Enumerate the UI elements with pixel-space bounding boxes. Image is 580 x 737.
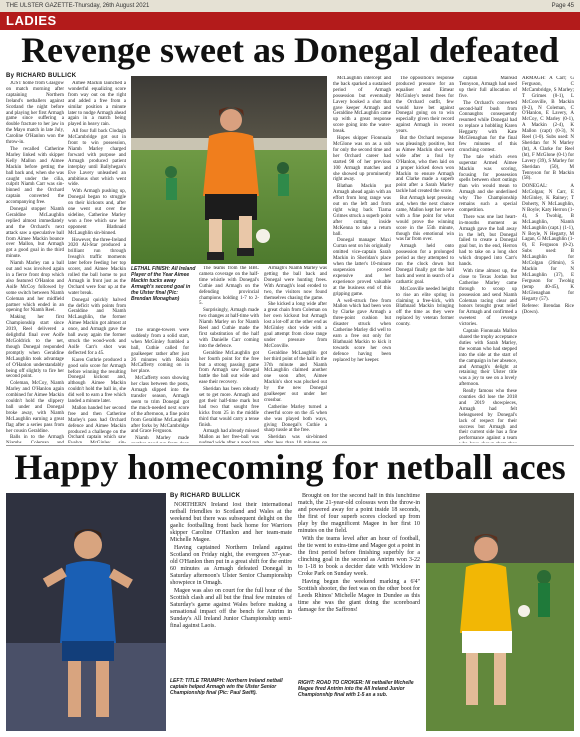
paragraph: The opposition's response produced pressure for an equaliser and Eimear McGinley's tested frees for the Orchard outfit, few would have bet against Donegal going on to win especially given their record against Armagh in recent years. — [396, 76, 454, 135]
antrim-photo-right — [426, 493, 574, 731]
article1-teams-column — [522, 76, 574, 443]
paragraph: Armagh had already missed Mallon as her free-ball was — [199, 429, 259, 441]
paragraph: Donegal manager Maxi Curran sent on his originally omitted vice-captain Sarah Mackin in Sheridan's place when the latter's 10-minute suspension proved expensive and her experience proved valuable at the business end of this gripping game. — [333, 238, 391, 297]
paragraph: However, the three-Ireland 2020 All-Star produced a brilliant run through Iveagh's traffic moments later before feeding her top scorer, and Aimee Mackin rolled the ball home to put Armagh in front just as the Orchard were four up at the water break. — [68, 237, 126, 296]
football-action-illustration — [131, 76, 327, 264]
paragraph: Donegal quickly halved the deficit with points from Geraldine and Niamh McLaughlin, the former Aimee Mackin got almost at once, and Armagh gave the ball away again the former struck the wood-work and Aoife Carr's shot was deflected for a 45. — [68, 297, 126, 356]
article1-col-3 — [131, 328, 189, 443]
article2-col-1 — [170, 502, 292, 642]
page-number: Page 45 — [551, 3, 574, 9]
paragraph: Karen Guthrie produced a good solo score for Armagh before winning the resulting Donegal kickout and, although Aimee Mackin couldn't hold the ball in, she did well to earn a free which landed a minute later. — [68, 357, 126, 405]
paragraph: Having begun the weekend marking a 6'4" Scottish shooter, the feet was on the other boot for Leeds Rhinos' Michelle Magee in Dundee as this time she was the giant doing the scoreboard damage for the Saffrons! — [298, 579, 420, 613]
paragraph: NORTHERN Ireland lost their international netball friendlies to Scotland and Wales at the weekend but there was subsequent delight on the gaelic footballing front back home for Warriors skipper Caroline O'Hanlon and her team-mate Michelle Magee. — [170, 502, 292, 543]
paragraph: The orange-towers were suddenly from a solid start, when McGinley fumbled a ball, Cuthie called for goalkeeper rather after just 26 minutes with Roisin McCafferty coming on in her place. — [131, 328, 189, 375]
paragraph: Niamh Marley ran a ball out and was involved again in a fierce front drop which also featured O'Hanlon and Aoife McCoy followed by some switch between Niamh Coleman and her midfield partner which ended in an opening for Niamh Reel. — [6, 261, 64, 314]
section-banner — [0, 12, 580, 30]
paragraph: JUST home from Glasgow on match morning after captaining Northern Ireland's netballers against Scotland the night before and playing her first Armagh game since suffering a double fracture to her jaw in the Mayo match in late July, Caroline O'Hanlon won the throw-in. — [6, 81, 64, 146]
article1-col-5 — [264, 266, 327, 443]
paragraph: McConville needed height to rise an elite spring in claiming a free-kick, with Blathnaid Mackin bringing off the time as they were replaced by veteran former county. — [396, 286, 454, 328]
paragraph: Armagh's Niamh Marley was getting the ball back and Donegal were hunting frees. With Armagh's lead eroded to two, the visitors now found themselves chasing the game. — [264, 266, 327, 301]
paragraph: The tale which even superstar Armed Aimee Mackin was scoring, focusing for possession spells between short outings than win would mean to Armagh and she underlined why The Championship remains such a special competition. — [459, 154, 517, 213]
article1-col-6 — [333, 76, 391, 443]
paragraph: The teams from the BBC camera coverage on the half-time whistle with Donegal's Cuthie and Armagh on the defending provincial champions holding 1-7 to 2-5. — [199, 266, 259, 307]
masthead-bar — [0, 0, 580, 12]
paragraph: Brought on for the second half in this lunchtime match, the 21-year-old colossus won the throw-in and powered away for a point inside 18 seconds, the first of four superb scores clocked up from play by the magnificent Magee in her first 10 minutes on the field. — [298, 493, 420, 534]
paragraph: Surprisingly, Armagh made two changes at half-time with Niamh Marley on for Niamh Reel and Cuthie made the first substitution of the half with Danielle Carr coming into the defence. — [199, 308, 259, 349]
main-photo-caption: LETHAL FINISH: All Ireland Player of the Year Aimee Mackin tucks away Armagh's second goal in the Ulster final (Pic: Brendan Monaghan) — [131, 266, 196, 302]
paragraph: Captain Fionnuala Mallon shared the trophy acceptance duties with Sarah Marley, the woman who had stepped into the side at the start of the campaign in her absence, and Armagh's delight at retaining their Ulster title was a joy to see on a lovely afternoon. — [459, 329, 517, 388]
article1-col-2 — [68, 81, 126, 443]
paragraph: Really famous who these counties did lose the 2018 and 2019 showpieces, Armagh had felt beleaguered by Donegal's lack of respect for their success but Armagh and their current side has a fine performance against a team — [459, 389, 517, 442]
section-divider — [6, 445, 574, 446]
article2-byline: By RICHARD BULLICK — [170, 493, 241, 499]
paragraph: With time almost up, the close to Texas Jordan but Catherine Marley came through to scoop up possession and send Niamh Coleman racing clear and honors brought great relief for Armagh and confirmed a sweetest of revenge victories. — [459, 269, 517, 328]
paragraph: Balls in to the Armagh — [10, 435, 64, 441]
main-photo — [131, 76, 327, 264]
masthead-title: THE ULSTER GAZETTE-Thursday, 26th August 2021 — [6, 3, 150, 9]
paragraph: The recalled Catherine Marley linked with skipper Kelly Mallon and Aimee Mackin before getting the ball back and, when she was caught under the cilia, culprit Niamh Carr was sin-binned and the Orchard captain converted the accompanying free. — [6, 146, 64, 206]
paragraph: Mallon handed her second free and then Catherine Marley's pass had Orchard defence and Aimee Mackin produced a challenge on the Orchard captain which saw — [68, 405, 126, 441]
paragraph: Coleman, McCoy, Niamh Marley and O'Hanlon again combined for Aimee Mackin couldn't hold the slippery ball under and Donegal broke away, with Niamh McLaughlin earning a great flag after a series pass from her cousin Geraldine. — [6, 381, 64, 434]
paragraph: McLaughlin intercept and the back sparked a sustained period of Armagh possession but eventually Lavery hooked a shot that gave keeper Armagh and Geraldine McLaughlin came up with a great response score going into the water-break. — [333, 76, 391, 135]
article1-col-4 — [199, 266, 259, 443]
paragraph: Donegal stopper Niamh Geraldine McLaughlin replied almost immediately and the Orchard's next attack saw a speculative ball from Aimee Mackin bounce over Mallon, but Armagh got a good goal in the third minute. — [6, 207, 64, 260]
paragraph: Armagh held onto possession for a prolonged period as they attempted to run the clock down but Donegal finally got the ball back and went in search of a cathartic goal. — [396, 244, 454, 285]
paragraph: But the Orchard response was pleasingly positive, but as Aimee Mackin shot went wide after a foul by O'Hanlon, who then laid on a proper kicked down won Mackin to ensure Armagh and Clarke made a superb point after a Sarah Marley tackle had created the score. — [396, 136, 454, 195]
article1-col-8 — [459, 76, 517, 443]
paragraph: Making her first Championship start since 2019, Reel delivered a delightful final over Aoife McGoldrick to the net, though Donegal responded promptly when Geraldine McLaughlin took advantage of O'Hanlon understandably being off slightly to fire her second point. — [6, 315, 64, 380]
article1-col-7 — [396, 76, 454, 443]
section-title: LADIES — [6, 13, 57, 28]
paragraph: Geraldine McLaughlin got her fourth point for the free but a strong passing game from Armagh saw Donegal battle the ball out wide and ease their recovery. — [199, 350, 259, 386]
paragraph: Niamh Marley made — [135, 436, 189, 442]
paragraph: All four full back Clodagh McCambridge got out in front to win possession, Niamh Marley charged forward with purpose and Armagh produced patient interplay until Ballyhegan's Eve Lavery unleashed an ambitious shot which went wide. — [68, 129, 126, 188]
paragraph: Aimee Mackin launched a wonderful equalizing score from way out on the right and added a free from a similar position a minute later to nudge Armagh ahead again in a match being played in heavy rain. — [68, 81, 126, 128]
paragraph: Having captained Northern Ireland against Scotland on Friday night, the evergreen 37-year-old O'Hanlon then put in a great shift for the entire 60 minutes as Armagh defeated Donegal in Saturday afternoon's Ulster Senior Championship showpiece in Omagh. — [170, 545, 292, 586]
paragraph: The Orchard's converted second-half bush from Connaughts consequently resumed while Donegal had to replace a hobbling Karen Heggarty with Kate McGlenaghan for the final few minutes of this crunching contest. — [459, 100, 517, 153]
paragraph: With Armagh pushing up, Donegal began to struggle on their kickouts and, after one went out over the sideline, Catherine Marley won a free which saw her opponent Blathnaid McLaughlin sin-binned. — [68, 189, 126, 236]
paragraph: She kicked a long wide after a great chain from Coleman on her own kickout but Armagh lost a lot-off at the other end as McGinley shot wide with a goal attempt from close range under pressure from McConville. — [264, 302, 327, 349]
paragraph: Catherine Marley turned a cheerful score on the 45 when she was played both ways, giving Donegal's Cuthie a sharp tussle at the free. — [264, 404, 327, 434]
netball-photo-left — [6, 493, 166, 731]
team-lineup-donegal: DONEGAL: A McColgan; N Carr, E McGinley, K Rainey; T Doherty, N McLaughlin, N Boyle; Katy Herron (1-4), S Twohig, B McLaughlin, Niamh McLaughlin (capt.) (1-1), N Boyle, N Hegarty, M Lagan, G McLaughlin (1-0), E Ferguson (0-2). Subs used: B McLaughlin for McColgan (26min), S Mackin for N McLaughlin (37), E Ferguson for Twohig (temp 40-45), K McGlenaghan for Hegarty (57). — [522, 184, 574, 302]
paragraph: Sheridan was sin-binned — [268, 435, 327, 441]
paragraph: Sheridan has been robustly set to get more. Armagh and got their half-time mark but had two that sought free kicks from 25 in the middle third that would carry a tense finish. — [199, 387, 259, 428]
paragraph: Hopes skipper Fionnuala McGlone was on as a sub for only the second time and her Orchard career had started 98 of her previous 100 Armagh matches and she showed up prominently right away. — [333, 136, 391, 183]
paragraph: Magee was also on court for the full hour of the Scottish clash and all but the final few minutes of Saturday's game against Wales before making a sensational impact off the bench for Antrim in Sunday's All Ireland Junior Championship semi-final against Laois. — [170, 588, 292, 629]
netball-left-caption: LEFT: TITLE TRIUMPH: Northern Ireland netball captain helped Armagh win the Ulster Senior Championship final (Pic: Paul Swift). — [170, 678, 283, 696]
article1-byline: By RICHARD BULLICK — [6, 73, 77, 79]
article2-col-2 — [298, 493, 420, 647]
paragraph: There was one last heart-in-mouths moment as Armagh gave the ball away in the left, but Donegal failed to create a Donegal goal but, in the end, Herron had to take on a long shot which dropped into Carr's hands. — [459, 214, 517, 268]
paragraph: McCafferty soon showing her class between the posts, Armagh slipped into the transfer season, Armagh seem to trim Donegal got the much-needed next score of the afternoon, a fine point from Geraldine McLaughlin after forks by McCambridge and Grace Ferguson. — [131, 376, 189, 435]
netball-right-caption: RIGHT: ROAD TO CROKER: NI netballer Michelle Magee fired Antrim into the All Ireland Junior Championship final with 1-5 as a sub. — [298, 680, 414, 698]
paragraph: With the teams level after an hour of football, the tie went to extra-time and Magee got a point in the first period before finishing superbly for a clinching goal in the second as Antrim won 3-22 to 1-18 to book a decider date with Wicklow in Croke Park on Sunday week. — [298, 536, 420, 577]
paragraph: Blathan Mackin put Armagh ahead again with an effort from long range was out on the left and from right wing back Tiarna Grimes struck a superb point after cutting inside McKenna to take a return ball. — [333, 184, 391, 237]
article1-col-1 — [6, 81, 64, 443]
referee-line: Referee: Brendan Rice (Down). — [522, 304, 574, 316]
article2-headline: Happy homecoming for netball aces — [14, 447, 566, 487]
paragraph: But Armagh kept pressing and, when the next chance came, Mallon kept her nerve with a fine point for what would prove the winning score in the 55th minute, though this emotional win was far from over. — [396, 196, 454, 243]
team-lineup-armagh: ARMAGH: A Carr; G Ferguson, C McCambridge, S Marley; T Grimes (0-1), L McConville, B Mackin (0-2), N Coleman, C O'Hanlon, E Lavery, A McCoy, C Marley (0-1), A Mackin (2-4), K Mallon (capt) (0-3), N Reel (1-0). Subs used: N Sheridan for N Marley (ht), A Clarke for Reel (ht), F McGlone (0-1) for Lavery (39), S Marley for Sheridan (50), M Tennyson for B Mackin (58). — [522, 76, 574, 182]
paragraph: A well-struck free from Mallon which had been won by Clarke gave Armagh a three-point cushion but disaster struck when Catherine Marley did well to earn a free out only for Blathnaid Mackin to kick it towards score her own defence having been replaced by her keeper. — [333, 298, 391, 363]
antrim-player-illustration — [426, 493, 574, 731]
paragraph: captain Mairead Tennyson, Armagh had used up their full allocation of five. — [459, 76, 517, 99]
article1-headline: Revenge sweet as Donegal defeated — [21, 30, 559, 70]
netball-player-illustration — [6, 493, 166, 731]
paragraph: Geraldine McLaughlin got her third point of the half in the 37th minute and Niamh McLaughlin claimed another one soon after, Aimee Mackin's shot was plucked out by the new Donegal goalkeeper out under her crossbar. — [264, 350, 327, 403]
